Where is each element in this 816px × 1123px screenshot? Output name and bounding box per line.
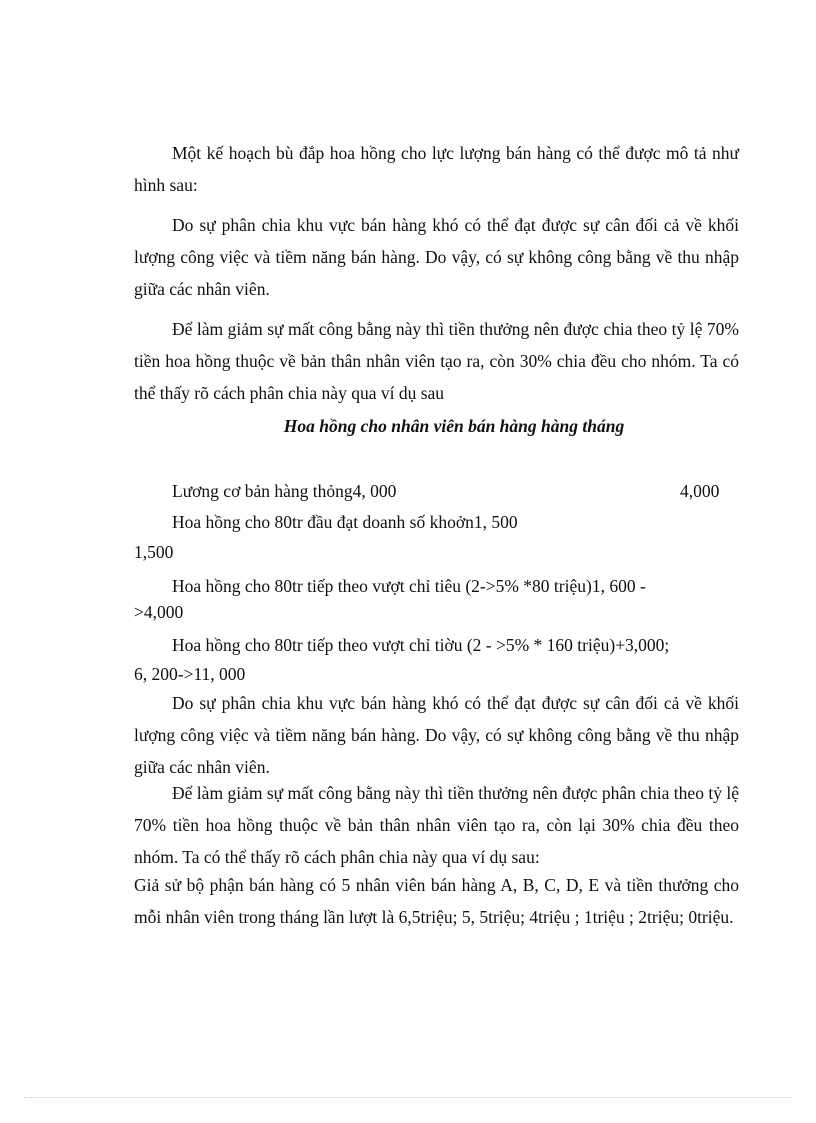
row-commission-second-line1: Hoa hồng cho 80tr tiếp theo vượt chỉ tiêu (2->5% *80 triệu)1, 600 -: [172, 576, 646, 596]
row-commission-first-line2: 1,500: [134, 542, 174, 562]
paragraph-division: Do sự phân chia khu vực bán hàng khó có thể đạt được sự cân đối cả về khối lượng công việc và tiềm năng bán hàng. Do vậy, có sự không công bằng về thu nhập giữa các nhân viên.: [134, 215, 739, 299]
row-commission-third-line2: 6, 200->11, 000: [134, 664, 246, 684]
table-title: Hoa hồng cho nhân viên bán hàng hàng tháng: [283, 416, 625, 436]
paragraph-fairness-repeat: Để làm giảm sự mất công bằng này thì tiền thưởng nên được phân chia theo tỷ lệ 70% tiền hoa hồng thuộc về bản thân nhân viên tạo ra, còn lại 30% chia đều theo nhóm. Ta có thể thấy rõ cách phân chia này qua ví dụ sau:: [134, 783, 739, 867]
row-base-salary-value: 4,000: [680, 481, 720, 501]
row-commission-first-line1: Hoa hồng cho 80tr đầu đạt doanh số khoởn1, 500: [172, 512, 518, 532]
footer-divider: [24, 1097, 792, 1098]
row-base-salary-label: Lương cơ bản hàng thỏng4, 000: [172, 481, 397, 501]
row-commission-second-line2: >4,000: [134, 602, 184, 622]
row-commission-third-line1: Hoa hồng cho 80tr tiếp theo vượt chỉ tiờu (2 - >5% * 160 triệu)+3,000;: [172, 635, 670, 655]
paragraph-fairness: Để làm giảm sự mất công bằng này thì tiền thưởng nên được chia theo tỷ lệ 70% tiền hoa hồng thuộc về bản thân nhân viên tạo ra, còn 30% chia đều cho nhóm. Ta có thể thấy rõ cách phân chia này qua ví dụ sau: [134, 319, 739, 403]
paragraph-intro: Một kế hoạch bù đắp hoa hồng cho lực lượng bán hàng có thể được mô tả như hình sau:: [134, 143, 739, 195]
paragraph-example: Giả sử bộ phận bán hàng có 5 nhân viên bán hàng A, B, C, D, E và tiền thưởng cho mỗi nhân viên trong tháng lần lượt là 6,5triệu; 5, 5triệu; 4triệu ; 1triệu ; 2triệu; 0triệu.: [134, 875, 739, 927]
paragraph-division-repeat: Do sự phân chia khu vực bán hàng khó có thể đạt được sự cân đối cả về khối lượng công việc và tiềm năng bán hàng. Do vậy, có sự không công bằng về thu nhập giữa các nhân viên.: [134, 693, 739, 777]
